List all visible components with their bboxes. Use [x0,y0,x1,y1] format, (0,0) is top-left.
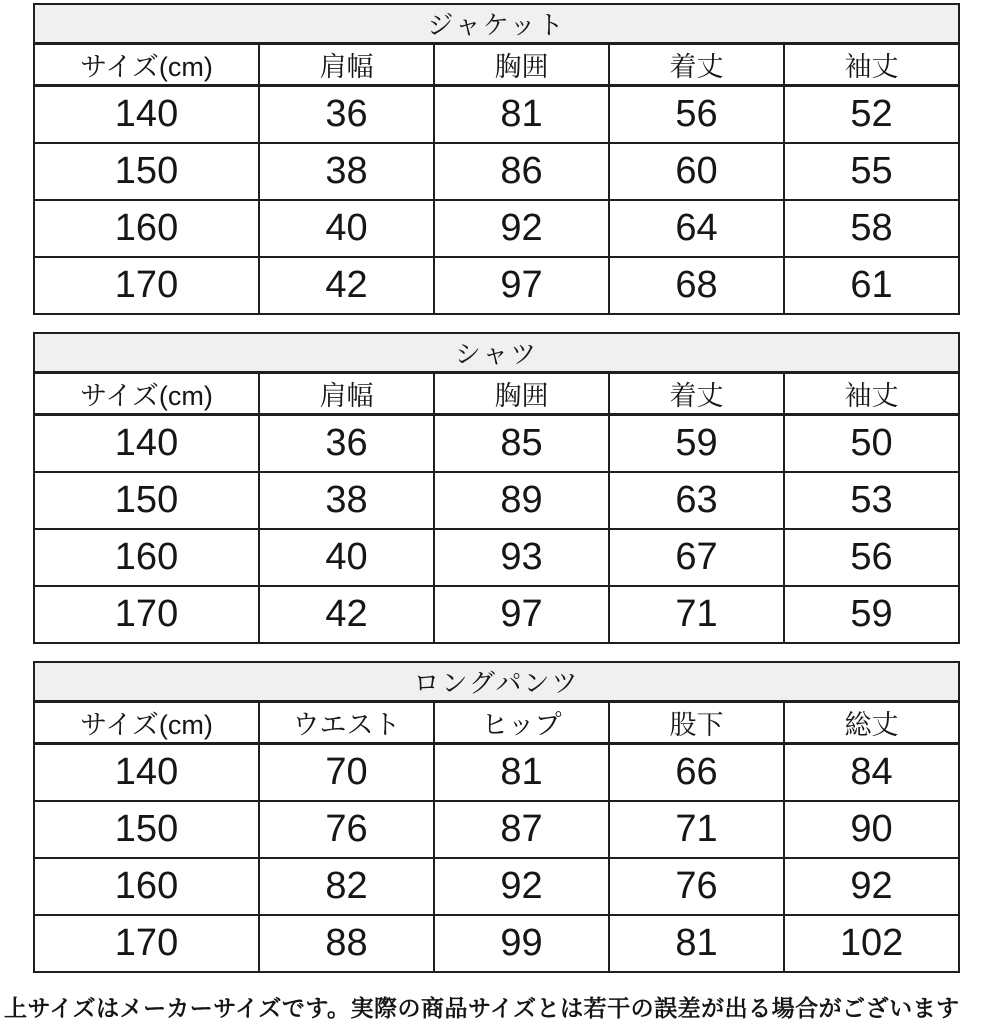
measurement-value-cell: 38 [259,472,434,529]
column-header-row [34,44,959,86]
size-table-grid [33,332,960,644]
measurement-value-cell: 102 [784,915,959,972]
measurement-value-cell: 58 [784,200,959,257]
measurement-value-cell: 93 [434,529,609,586]
measurement-value-cell: 92 [784,858,959,915]
measurement-column-header: 着丈 [609,373,784,415]
measurement-value-cell: 40 [259,200,434,257]
measurement-column-header: 胸囲 [434,44,609,86]
size-cell: 160 [34,200,259,257]
size-cell: 150 [34,472,259,529]
table-row [34,801,959,858]
table-title: ジャケット [34,4,959,44]
table-row [34,257,959,314]
measurement-value-cell: 97 [434,257,609,314]
measurement-value-cell: 81 [434,744,609,802]
measurement-value-cell: 59 [784,586,959,643]
column-header-row [34,702,959,744]
measurement-value-cell: 92 [434,200,609,257]
measurement-column-header: 着丈 [609,44,784,86]
measurement-value-cell: 42 [259,257,434,314]
measurement-value-cell: 81 [434,86,609,144]
measurement-value-cell: 84 [784,744,959,802]
measurement-value-cell: 81 [609,915,784,972]
measurement-value-cell: 89 [434,472,609,529]
measurement-column-header: 肩幅 [259,373,434,415]
size-table-shirt [33,332,1000,644]
size-cell: 150 [34,143,259,200]
table-title: ロングパンツ [34,662,959,702]
measurement-value-cell: 70 [259,744,434,802]
measurement-value-cell: 92 [434,858,609,915]
measurement-value-cell: 56 [609,86,784,144]
measurement-value-cell: 88 [259,915,434,972]
measurement-column-header: 袖丈 [784,44,959,86]
table-row [34,586,959,643]
measurement-column-header: 肩幅 [259,44,434,86]
measurement-value-cell: 68 [609,257,784,314]
measurement-value-cell: 76 [259,801,434,858]
measurement-value-cell: 38 [259,143,434,200]
size-cell: 160 [34,858,259,915]
measurement-value-cell: 99 [434,915,609,972]
measurement-column-header: 総丈 [784,702,959,744]
measurement-value-cell: 85 [434,415,609,473]
measurement-value-cell: 50 [784,415,959,473]
measurement-value-cell: 71 [609,801,784,858]
column-header-row [34,373,959,415]
measurement-value-cell: 90 [784,801,959,858]
table-title-row [34,333,959,373]
table-row [34,915,959,972]
measurement-value-cell: 42 [259,586,434,643]
measurement-value-cell: 59 [609,415,784,473]
table-title: シャツ [34,333,959,373]
size-column-header: サイズ(cm) [34,702,259,744]
measurement-value-cell: 87 [434,801,609,858]
table-title-row [34,662,959,702]
measurement-value-cell: 36 [259,415,434,473]
measurement-value-cell: 97 [434,586,609,643]
table-row [34,200,959,257]
table-row [34,415,959,473]
size-cell: 170 [34,586,259,643]
size-table-long-pants [33,661,1000,973]
measurement-column-header: ウエスト [259,702,434,744]
measurement-column-header: 胸囲 [434,373,609,415]
measurement-column-header: 袖丈 [784,373,959,415]
measurement-value-cell: 40 [259,529,434,586]
table-row [34,858,959,915]
measurement-column-header: ヒップ [434,702,609,744]
size-cell: 170 [34,257,259,314]
table-row [34,529,959,586]
measurement-value-cell: 76 [609,858,784,915]
measurement-value-cell: 82 [259,858,434,915]
footer-disclaimer-note: 上サイズはメーカーサイズです。実際の商品サイズとは若干の誤差が出る場合がございます [4,995,960,1021]
size-cell: 140 [34,415,259,473]
measurement-value-cell: 60 [609,143,784,200]
measurement-value-cell: 56 [784,529,959,586]
measurement-value-cell: 67 [609,529,784,586]
measurement-value-cell: 71 [609,586,784,643]
table-row [34,143,959,200]
measurement-value-cell: 86 [434,143,609,200]
size-table-jacket [33,3,1000,315]
measurement-value-cell: 61 [784,257,959,314]
size-cell: 150 [34,801,259,858]
size-cell: 140 [34,86,259,144]
size-column-header: サイズ(cm) [34,44,259,86]
size-cell: 160 [34,529,259,586]
table-row [34,472,959,529]
measurement-value-cell: 52 [784,86,959,144]
measurement-value-cell: 36 [259,86,434,144]
measurement-value-cell: 64 [609,200,784,257]
table-row [34,86,959,144]
size-column-header: サイズ(cm) [34,373,259,415]
measurement-value-cell: 53 [784,472,959,529]
table-row [34,744,959,802]
measurement-value-cell: 66 [609,744,784,802]
measurement-column-header: 股下 [609,702,784,744]
measurement-value-cell: 63 [609,472,784,529]
measurement-value-cell: 55 [784,143,959,200]
size-cell: 170 [34,915,259,972]
size-table-grid [33,661,960,973]
size-cell: 140 [34,744,259,802]
size-table-grid [33,3,960,315]
table-title-row [34,4,959,44]
